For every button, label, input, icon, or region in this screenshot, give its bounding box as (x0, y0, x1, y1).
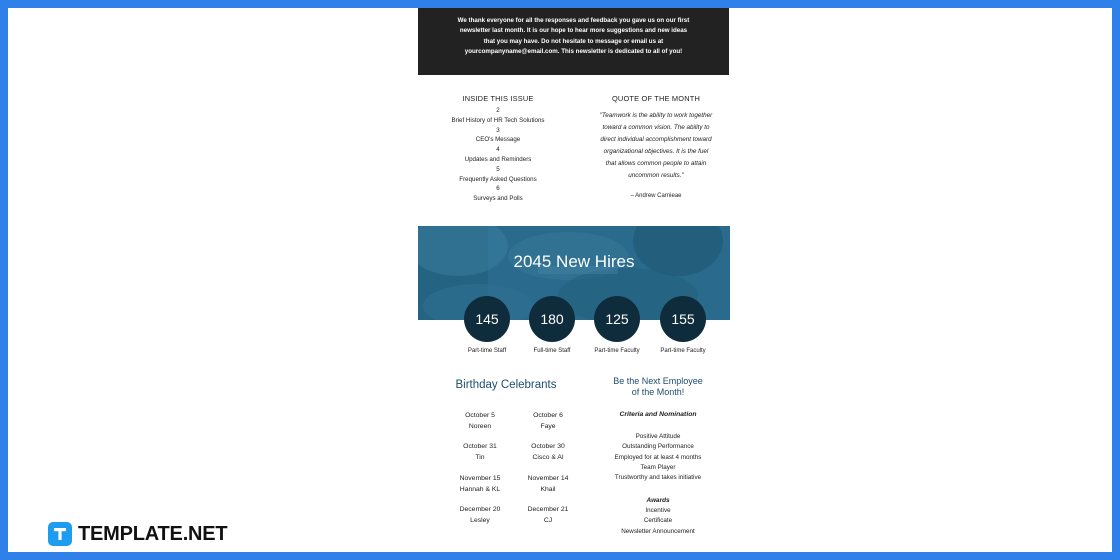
quote-line: "Teamwork is the ability to work together (599, 112, 713, 119)
birthday-date: October 5 (465, 412, 495, 419)
birthday-date: December 21 (527, 506, 569, 513)
award-item: Newsletter Announcement (621, 527, 695, 535)
heading-line: of the Month! (631, 386, 685, 397)
stat-value: 125 (594, 296, 640, 342)
toc-page-number: 3 (496, 126, 500, 134)
birthday-name: Noreen (468, 423, 492, 430)
criteria-item: Employed for at least 4 months (614, 453, 702, 461)
quote-line: toward a common vision. The ability to (602, 123, 710, 131)
criteria-item: Outstanding Performance (622, 443, 694, 451)
birthday-entry (518, 441, 578, 463)
stat-part-time-staff (454, 296, 520, 354)
quote-section (586, 94, 726, 199)
employee-of-month-heading (586, 376, 730, 397)
awards-heading: Awards (646, 497, 670, 504)
quote-line: organizational objectives. It is the fuel (603, 147, 709, 155)
birthday-entry (518, 473, 578, 495)
birthday-entry (450, 410, 510, 432)
logo-text: TEMPLATE.NET (78, 523, 228, 545)
criteria-heading: Criteria and Nomination (619, 411, 697, 418)
intro-line: newsletter last month. It is our hope to hear more suggestions and new ideas (459, 27, 688, 35)
newsletter-document (418, 8, 730, 552)
hires-title: 2045 New Hires (513, 252, 635, 271)
birthday-entry (450, 441, 510, 463)
quote-text (586, 110, 726, 181)
quote-line: direct individual accomplishment toward (600, 135, 712, 143)
toc-item-title: Surveys and Polls (473, 195, 523, 203)
stat-label: Full-time Staff (533, 348, 571, 354)
intro-line: that you may have. Do not hesitate to message or email us at (483, 37, 664, 45)
quote-heading: QUOTE OF THE MONTH (611, 94, 701, 103)
criteria-item: Team Player (640, 463, 676, 471)
toc-item-title: Updates and Reminders (464, 155, 532, 163)
birthday-date: October 30 (531, 443, 565, 450)
stat-label: Part-time Faculty (660, 348, 706, 354)
birthday-entry (450, 504, 510, 526)
birthday-entry (518, 410, 578, 432)
birthday-entry (518, 504, 578, 526)
page-canvas (8, 8, 1112, 552)
quote-line: uncommon results." (628, 171, 684, 179)
intro-banner (418, 8, 729, 75)
birthday-date: November 14 (527, 475, 569, 482)
toc-item-title: CEO's Message (475, 136, 521, 144)
template-t-icon (48, 522, 72, 546)
award-item: Incentive (645, 507, 671, 514)
heading-line: Be the Next Employee (613, 376, 703, 386)
stat-label: Part-time Staff (467, 348, 507, 354)
toc-page-number: 4 (496, 146, 500, 154)
birthday-name: Hannah & KL (459, 486, 501, 493)
stat-value: 145 (464, 296, 510, 342)
birthday-name: Lesley (470, 517, 490, 524)
birthday-date: October 31 (463, 443, 497, 450)
toc-heading: INSIDE THIS ISSUE (462, 94, 534, 103)
toc-page-number: 6 (496, 185, 500, 193)
birthday-name: CJ (543, 517, 553, 524)
stat-value: 180 (529, 296, 575, 342)
quote-author: – Andrew Carnieae (630, 193, 682, 200)
toc-section (418, 94, 578, 204)
intro-line: We thank everyone for all the responses and feedback you gave us on our first (457, 17, 690, 24)
stat-part-time-faculty (584, 296, 650, 354)
birthday-name: Khail (540, 486, 556, 493)
criteria-list (586, 432, 730, 483)
criteria-item: Positive Attitude (635, 433, 681, 440)
intro-line: yourcompanyname@email.com. This newsletter is dedicated to all of you! (464, 48, 683, 56)
toc-page-number: 5 (496, 165, 500, 173)
stat-value: 155 (660, 296, 706, 342)
stat-label: Part-time Faculty (594, 348, 640, 354)
toc-page-number: 2 (496, 107, 500, 114)
birthday-entry (450, 473, 510, 495)
birthday-date: November 15 (459, 475, 501, 482)
criteria-item: Trustworthy and takes initiative (614, 474, 702, 482)
quote-line: that allows common people to attain (605, 159, 707, 167)
toc-item-title: Brief History of HR Tech Solutions (451, 116, 545, 124)
stat-full-time-staff (519, 296, 585, 354)
birthday-name: Tin (475, 454, 485, 461)
birthday-date: December 20 (459, 506, 501, 513)
birthday-name: Faye (540, 423, 556, 430)
birthday-heading: Birthday Celebrants (455, 379, 557, 391)
toc-item-title: Frequently Asked Questions (459, 175, 537, 183)
awards-list (586, 506, 730, 537)
award-item: Certificate (643, 517, 673, 525)
birthday-date: October 6 (533, 412, 563, 419)
birthday-name: Cisco & Al (532, 454, 564, 461)
stat-part-time-faculty-2 (650, 296, 716, 354)
